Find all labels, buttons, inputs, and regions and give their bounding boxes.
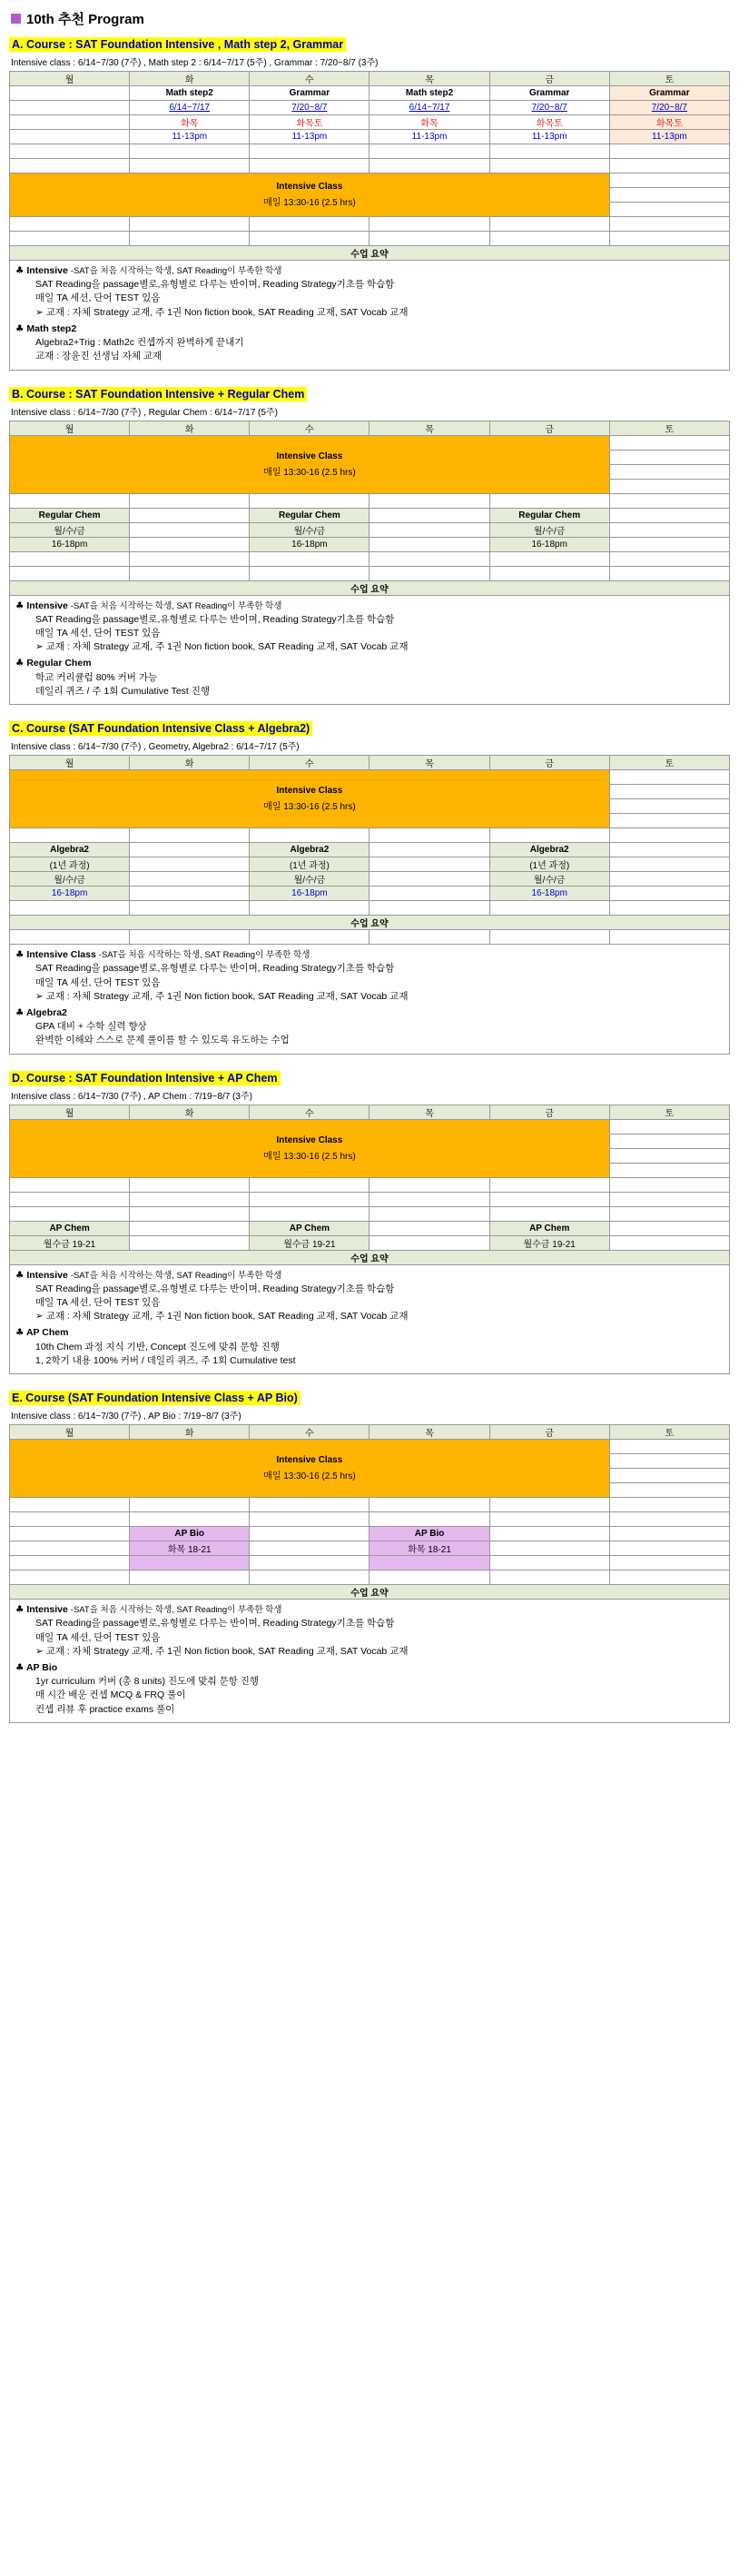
club-icon: ♣ xyxy=(15,1604,25,1616)
table-row xyxy=(10,1192,730,1206)
day-header-thu: 목 xyxy=(370,756,489,770)
table-row xyxy=(10,828,730,843)
intensive-time: 매일 13:30-16 (2.5 hrs) xyxy=(263,802,356,813)
intensive-title: Intensive Class xyxy=(276,451,343,461)
day-header-sat: 토 xyxy=(609,421,729,435)
section-b-subtitle: Intensive class : 6/14~7/30 (7주) , Regular Chem : 6/14~7/17 (5주) xyxy=(11,407,278,418)
note-heading-ap-chem: ♣ AP Chem xyxy=(15,1327,69,1339)
note-line: ➢ 교재 : 자체 Strategy 교재, 주 1권 Non fiction book, SAT Reading 교재, SAT Vocab 교재 xyxy=(35,641,409,653)
note-heading-math: ♣ Math step2 xyxy=(15,322,77,334)
club-icon: ♣ xyxy=(15,1006,25,1018)
table-row-days xyxy=(10,756,730,770)
regular-name-fri: AP Chem xyxy=(489,1221,609,1235)
class-name-grammar-fri: Grammar xyxy=(489,86,609,101)
day-header-fri: 금 xyxy=(489,1105,609,1119)
day-header-sat: 토 xyxy=(609,72,729,86)
section-d-subtitle: Intensive class : 6/14~7/30 (7주) , AP Chem : 7/19~8/7 (3주) xyxy=(11,1091,252,1102)
section-e-subtitle: Intensive class : 6/14~7/30 (7주) , AP Bio : 7/19~8/7 (3주) xyxy=(11,1412,241,1422)
note-line: 매 시간 배운 컨셉 MCQ & FRQ 풀이 xyxy=(35,1689,186,1701)
class-days-grammar-wed: 화목토 xyxy=(250,115,370,130)
regular-days-wed: 월/수/금 xyxy=(250,522,370,537)
section-a xyxy=(9,37,730,371)
table-row xyxy=(10,1570,730,1585)
table-row xyxy=(10,887,730,901)
section-c-subtitle: Intensive class : 6/14~7/30 (7주) , Geometry, Algebra2 : 6/14~7/17 (5주) xyxy=(11,742,300,753)
note-heading-algebra2: ♣ Algebra2 xyxy=(15,1006,67,1018)
day-header-wed: 수 xyxy=(250,756,370,770)
intensive-time: 매일 13:30-16 (2.5 hrs) xyxy=(263,467,356,478)
square-bullet-icon xyxy=(11,14,21,24)
regular-extra-fri: (1년 과정) xyxy=(489,857,609,872)
regular-time-fri: 16-18pm xyxy=(489,537,609,551)
intensive-block-e xyxy=(10,1440,610,1498)
section-d xyxy=(9,1071,730,1375)
note-line: 데일리 퀴즈 / 주 1회 Cumulative Test 진행 xyxy=(35,685,211,697)
class-name-grammar-sat: Grammar xyxy=(609,86,729,101)
note-line: GPA 대비 + 수학 실력 향상 xyxy=(35,1021,147,1033)
table-row-summary xyxy=(10,1585,730,1600)
section-c-heading: C. Course (SAT Foundation Intensive Class + Algebra2) xyxy=(9,721,312,736)
class-name-grammar-wed: Grammar xyxy=(250,86,370,101)
note-line: 교재 : 장윤진 선생님 자체 교재 xyxy=(35,351,163,362)
section-b xyxy=(9,387,730,706)
table-row-regular xyxy=(10,843,730,857)
day-header-mon: 월 xyxy=(10,421,130,435)
regular-days-mon: 월/수/금 xyxy=(10,522,130,537)
table-row xyxy=(10,901,730,916)
day-header-wed: 수 xyxy=(250,421,370,435)
note-line: ➢ 교재 : 자체 Strategy 교재, 주 1권 Non fiction book, SAT Reading 교재, SAT Vocab 교재 xyxy=(35,1311,409,1323)
table-row xyxy=(10,130,730,144)
note-line: 1yr curriculum 커버 (총 8 units) 진도에 맞춰 문항 진행 xyxy=(35,1676,259,1688)
regular-name-wed: AP Chem xyxy=(250,1221,370,1235)
table-row xyxy=(10,1556,730,1570)
regular-name-thu: AP Bio xyxy=(370,1527,489,1541)
day-header-tue: 화 xyxy=(130,1105,250,1119)
day-header-fri: 금 xyxy=(489,1425,609,1440)
class-days-math-thu: 화목 xyxy=(370,115,489,130)
note-line: 1, 2학기 내용 100% 커버 / 데일리 퀴즈, 주 1회 Cumulative test xyxy=(35,1354,296,1366)
intensive-title: Intensive Class xyxy=(276,786,343,797)
day-header-tue: 화 xyxy=(130,1425,250,1440)
summary-label-b: 수업 요약 xyxy=(10,580,730,595)
schedule-table-e xyxy=(9,1424,730,1600)
intensive-time: 매일 13:30-16 (2.5 hrs) xyxy=(263,1151,356,1162)
table-row-days xyxy=(10,421,730,435)
class-date-grammar-wed: 7/20~8/7 xyxy=(250,101,370,115)
regular-name-mon: Regular Chem xyxy=(10,508,130,522)
note-line: 매일 TA 세션, 단어 TEST 있음 xyxy=(35,976,161,988)
section-e xyxy=(9,1391,730,1723)
table-row-regular xyxy=(10,1527,730,1541)
day-header-wed: 수 xyxy=(250,1105,370,1119)
day-header-mon: 월 xyxy=(10,1425,130,1440)
schedule-table-a xyxy=(9,71,730,261)
regular-extra-mon: (1년 과정) xyxy=(10,857,130,872)
summary-label-d: 수업 요약 xyxy=(10,1250,730,1264)
regular-days-wed: 월수금 19-21 xyxy=(250,1235,370,1250)
note-line: ➢ 교재 : 자체 Strategy 교재, 주 1권 Non fiction book, SAT Reading 교재, SAT Vocab 교재 xyxy=(35,1645,409,1657)
notes-a xyxy=(9,261,730,371)
page-title: 10th 추천 Program xyxy=(11,9,730,28)
note-line: 컨셉 리뷰 후 practice exams 풀이 xyxy=(35,1703,175,1715)
notes-c xyxy=(9,945,730,1055)
table-row-intensive xyxy=(10,435,730,450)
sat-empty xyxy=(609,770,729,785)
regular-name-fri: Algebra2 xyxy=(489,843,609,857)
club-icon: ♣ xyxy=(15,322,25,334)
note-line: 매일 TA 세션, 단어 TEST 있음 xyxy=(35,1631,161,1643)
table-row-days xyxy=(10,1105,730,1119)
intensive-block-d xyxy=(10,1119,610,1177)
table-row-days xyxy=(10,72,730,86)
notes-d xyxy=(9,1265,730,1375)
regular-name-wed: Algebra2 xyxy=(250,843,370,857)
regular-extra-wed: (1년 과정) xyxy=(250,857,370,872)
class-days-grammar-fri: 화목토 xyxy=(489,115,609,130)
class-time-grammar-fri: 11-13pm xyxy=(489,130,609,144)
regular-days-mon: 월/수/금 xyxy=(10,872,130,887)
table-row-summary xyxy=(10,580,730,595)
day-header-tue: 화 xyxy=(130,756,250,770)
section-c xyxy=(9,721,730,1055)
table-row-intensive xyxy=(10,1119,730,1134)
table-row xyxy=(10,537,730,551)
note-line: 학교 커리큘럼 80% 커버 가능 xyxy=(35,671,158,683)
regular-days-thu: 화목 18-21 xyxy=(370,1541,489,1556)
day-header-thu: 목 xyxy=(370,421,489,435)
table-row xyxy=(10,1235,730,1250)
day-header-mon: 월 xyxy=(10,1105,130,1119)
club-icon: ♣ xyxy=(15,658,25,669)
day-header-sat: 토 xyxy=(609,1105,729,1119)
note-line: Algebra2+Trig : Math2c 컨셉까지 완벽하게 끝내기 xyxy=(35,337,244,349)
table-row xyxy=(10,115,730,130)
table-row xyxy=(10,493,730,508)
day-header-thu: 목 xyxy=(370,72,489,86)
intensive-block-c xyxy=(10,770,610,828)
schedule-table-c xyxy=(9,755,730,945)
table-row xyxy=(10,144,730,159)
note-line: ➢ 교재 : 자체 Strategy 교재, 주 1권 Non fiction book, SAT Reading 교재, SAT Vocab 교재 xyxy=(35,990,409,1002)
table-row-intensive xyxy=(10,173,730,188)
club-icon: ♣ xyxy=(15,265,25,276)
section-a-subtitle: Intensive class : 6/14~7/30 (7주) , Math step 2 : 6/14~7/17 (5주) , Grammar : 7/20~8/7 (3주) xyxy=(11,58,379,68)
day-header-fri: 금 xyxy=(489,756,609,770)
day-header-fri: 금 xyxy=(489,421,609,435)
club-icon: ♣ xyxy=(15,1327,25,1339)
day-header-sat: 토 xyxy=(609,1425,729,1440)
note-heading-intensive: ♣ Intensive -SAT을 처음 시작하는 학생, SAT Reading이 부족한 학생 xyxy=(15,1604,282,1616)
note-line: SAT Reading을 passage별로,유형별로 다루는 반이며, Reading Strategy기초를 학습함 xyxy=(35,279,395,291)
note-heading-intensive: ♣ Intensive Class -SAT을 처음 시작하는 학생, SAT Reading이 부족한 학생 xyxy=(15,949,310,961)
section-a-heading: A. Course : SAT Foundation Intensive , Math step 2, Grammar xyxy=(9,37,346,52)
note-line: 10th Chem 과정 지식 기반, Concept 진도에 맞춰 문항 진행 xyxy=(35,1341,280,1352)
section-b-heading: B. Course : SAT Foundation Intensive + Regular Chem xyxy=(9,387,307,401)
day-header-sat: 토 xyxy=(609,756,729,770)
table-row xyxy=(10,159,730,173)
table-row xyxy=(10,1206,730,1221)
intensive-title: Intensive Class xyxy=(276,1134,343,1145)
intensive-block-b xyxy=(10,435,610,493)
schedule-table-b xyxy=(9,421,730,596)
class-days-math-tue: 화목 xyxy=(130,115,250,130)
day-header-mon: 월 xyxy=(10,756,130,770)
table-row xyxy=(10,930,730,945)
class-time-grammar-sat: 11-13pm xyxy=(609,130,729,144)
day-header-thu: 목 xyxy=(370,1105,489,1119)
note-line: 매일 TA 세션, 단어 TEST 있음 xyxy=(35,1297,161,1309)
section-d-heading: D. Course : SAT Foundation Intensive + AP Chem xyxy=(9,1071,281,1085)
notes-e xyxy=(9,1600,730,1723)
table-row-intensive xyxy=(10,1440,730,1454)
note-line: 매일 TA 세션, 단어 TEST 있음 xyxy=(35,292,161,304)
table-row-summary xyxy=(10,246,730,261)
regular-name-fri: Regular Chem xyxy=(489,508,609,522)
section-e-heading: E. Course (SAT Foundation Intensive Class + AP Bio) xyxy=(9,1391,301,1405)
regular-time-wed: 16-18pm xyxy=(250,887,370,901)
regular-days-fri: 월/수/금 xyxy=(489,522,609,537)
class-time-math-thu: 11-13pm xyxy=(370,130,489,144)
class-time-math-tue: 11-13pm xyxy=(130,130,250,144)
class-date-math-tue: 6/14~7/17 xyxy=(130,101,250,115)
note-heading-intensive: ♣ Intensive -SAT을 처음 시작하는 학생, SAT Reading이 부족한 학생 xyxy=(15,265,282,276)
club-icon: ♣ xyxy=(15,1269,25,1281)
intensive-time: 매일 13:30-16 (2.5 hrs) xyxy=(263,1471,356,1482)
table-row-summary xyxy=(10,916,730,930)
intensive-title: Intensive Class xyxy=(276,1455,343,1466)
note-heading-intensive: ♣ Intensive -SAT을 처음 시작하는 학생, SAT Reading이 부족한 학생 xyxy=(15,599,282,611)
day-header-thu: 목 xyxy=(370,1425,489,1440)
note-line: SAT Reading을 passage별로,유형별로 다루는 반이며, Reading Strategy기초를 학습함 xyxy=(35,613,395,625)
regular-name-tue: AP Bio xyxy=(130,1527,250,1541)
club-icon: ♣ xyxy=(15,1662,25,1673)
note-heading-ap-bio: ♣ AP Bio xyxy=(15,1662,58,1673)
regular-time-mon: 16-18pm xyxy=(10,887,130,901)
table-row xyxy=(10,522,730,537)
intensive-block-a xyxy=(10,173,610,217)
table-row xyxy=(10,1541,730,1556)
regular-name-mon: AP Chem xyxy=(10,1221,130,1235)
class-date-grammar-sat: 7/20~8/7 xyxy=(609,101,729,115)
class-date-grammar-fri: 7/20~8/7 xyxy=(489,101,609,115)
intensive-time: 매일 13:30-16 (2.5 hrs) xyxy=(263,198,356,208)
regular-time-wed: 16-18pm xyxy=(250,537,370,551)
table-row xyxy=(10,872,730,887)
schedule-table-d xyxy=(9,1105,730,1265)
note-line: SAT Reading을 passage별로,유형별로 다루는 반이며, Reading Strategy기초를 학습함 xyxy=(35,963,395,975)
summary-label-c: 수업 요약 xyxy=(10,916,730,930)
table-row xyxy=(10,101,730,115)
regular-days-mon: 월수금 19-21 xyxy=(10,1235,130,1250)
table-row-summary xyxy=(10,1250,730,1264)
table-row-regular xyxy=(10,508,730,522)
table-row xyxy=(10,217,730,232)
table-row xyxy=(10,857,730,872)
table-row xyxy=(10,1177,730,1192)
regular-days-fri: 월/수/금 xyxy=(489,872,609,887)
note-line: SAT Reading을 passage별로,유형별로 다루는 반이며, Reading Strategy기초를 학습함 xyxy=(35,1618,395,1630)
note-line: SAT Reading을 passage별로,유형별로 다루는 반이며, Reading Strategy기초를 학습함 xyxy=(35,1283,395,1294)
note-line: ➢ 교재 : 자체 Strategy 교재, 주 1권 Non fiction book, SAT Reading 교재, SAT Vocab 교재 xyxy=(35,306,409,318)
club-icon: ♣ xyxy=(15,599,25,611)
class-time-grammar-wed: 11-13pm xyxy=(250,130,370,144)
class-days-grammar-sat: 화목토 xyxy=(609,115,729,130)
table-row xyxy=(10,86,730,101)
club-icon: ♣ xyxy=(15,949,25,961)
table-row-days xyxy=(10,1425,730,1440)
regular-days-fri: 월수금 19-21 xyxy=(489,1235,609,1250)
day-header-wed: 수 xyxy=(250,1425,370,1440)
note-heading-regular-chem: ♣ Regular Chem xyxy=(15,658,92,669)
regular-days-tue: 화목 18-21 xyxy=(130,1541,250,1556)
table-row xyxy=(10,566,730,580)
table-row-regular xyxy=(10,1221,730,1235)
regular-time-fri: 16-18pm xyxy=(489,887,609,901)
day-header-fri: 금 xyxy=(489,72,609,86)
day-header-tue: 화 xyxy=(130,421,250,435)
regular-name-wed: Regular Chem xyxy=(250,508,370,522)
class-name-math-tue: Math step2 xyxy=(130,86,250,101)
table-row xyxy=(10,232,730,246)
class-name-math-thu: Math step2 xyxy=(370,86,489,101)
day-header-tue: 화 xyxy=(130,72,250,86)
table-row xyxy=(10,1498,730,1512)
note-line: 매일 TA 세션, 단어 TEST 있음 xyxy=(35,627,161,639)
regular-days-wed: 월/수/금 xyxy=(250,872,370,887)
day-header-wed: 수 xyxy=(250,72,370,86)
class-date-math-thu: 6/14~7/17 xyxy=(370,101,489,115)
summary-label-a: 수업 요약 xyxy=(10,246,730,261)
note-heading-intensive: ♣ Intensive -SAT을 처음 시작하는 학생, SAT Reading이 부족한 학생 xyxy=(15,1269,282,1281)
table-row xyxy=(10,1512,730,1527)
regular-time-mon: 16-18pm xyxy=(10,537,130,551)
intensive-title: Intensive Class xyxy=(276,182,343,192)
table-row xyxy=(10,551,730,566)
summary-label-e: 수업 요약 xyxy=(10,1585,730,1600)
table-row-intensive xyxy=(10,770,730,785)
day-header-mon: 월 xyxy=(10,72,130,86)
note-line: 완벽한 이해와 스스로 문제 풀이를 할 수 있도록 유도하는 수업 xyxy=(35,1035,290,1046)
notes-b xyxy=(9,596,730,706)
regular-name-mon: Algebra2 xyxy=(10,843,130,857)
